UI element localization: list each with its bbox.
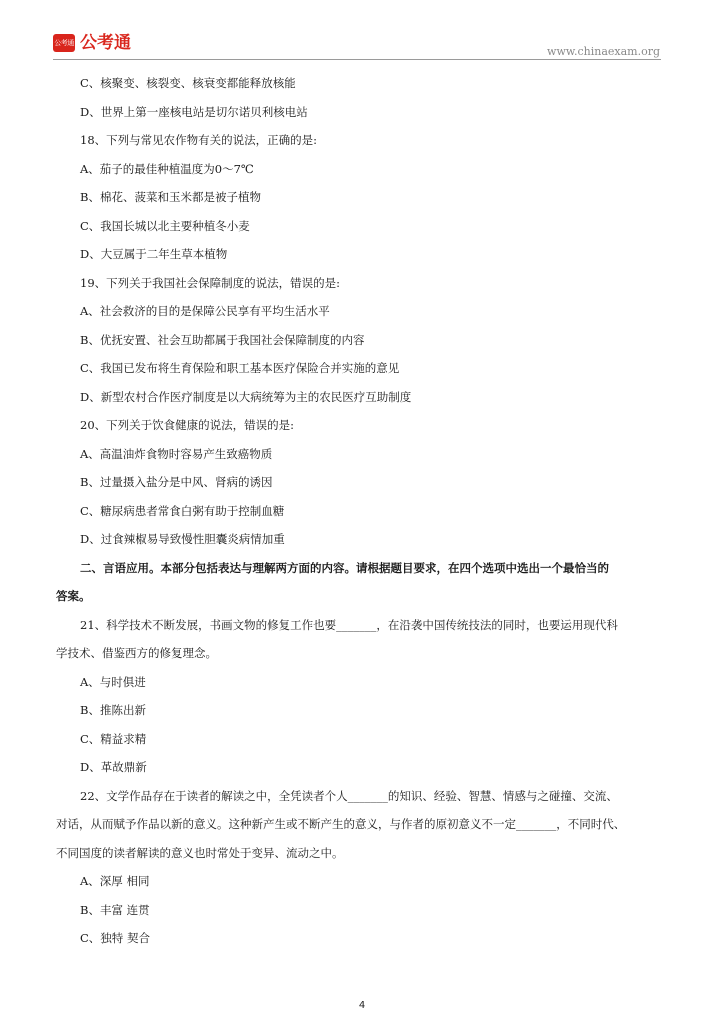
- page-header: [0, 0, 724, 62]
- question-line: 对话，从而赋予作品以新的意义。这种新产生或不断产生的意义，与作者的原初意义不一定_______，不同时代、: [56, 817, 626, 831]
- option-line: A、与时俱进: [80, 674, 146, 689]
- option-line: C、精益求精: [80, 731, 147, 746]
- option-line: D、大豆属于二年生草本植物: [80, 247, 228, 261]
- question-22: [56, 788, 680, 860]
- option-line: A、深厚 相同: [80, 874, 150, 888]
- logo-badge: 公考通: [53, 34, 75, 52]
- question-line: 不同国度的读者解读的意义也时常处于变异、流动之中。: [56, 845, 344, 860]
- option-line: C、独特 契合: [80, 931, 150, 945]
- option-line: C、我国长城以北主要种植冬小麦: [80, 218, 250, 233]
- option-line: A、社会救济的目的是保障公民享有平均生活水平: [80, 304, 330, 318]
- brand-logo-text: 公考通: [80, 33, 131, 53]
- question-line: 21、科学技术不断发展，书画文物的修复工作也要_______，在沿袭中国传统技法的同时，也要运用现代科: [80, 617, 618, 632]
- option-line: B、丰富 连贯: [80, 902, 150, 917]
- option-line: C、糖尿病患者常食白粥有助于控制血糖: [80, 503, 285, 518]
- option-line: B、棉花、菠菜和玉米都是被子植物: [80, 190, 261, 204]
- question-18: 18、下列与常见农作物有关的说法，正确的是:: [80, 133, 318, 147]
- option-line: D、世界上第一座核电站是切尔诺贝利核电站: [80, 104, 308, 119]
- option-line: B、过量摄入盐分是中风、肾病的诱因: [80, 475, 273, 489]
- option-line: B、推陈出新: [80, 703, 146, 717]
- page-number: 4: [358, 1000, 366, 1011]
- question-21: [56, 617, 680, 661]
- section-heading-line: 二、言语应用。本部分包括表达与理解两方面的内容。请根据题目要求，在四个选项中选出一个最恰当的: [80, 560, 609, 575]
- option-line: D、过食辣椒易导致慢性胆囊炎病情加重: [80, 532, 285, 546]
- option-line: A、高温油炸食物时容易产生致癌物质: [80, 446, 273, 461]
- option-line: D、新型农村合作医疗制度是以大病统筹为主的农民医疗互助制度: [80, 389, 412, 404]
- option-line: D、革故鼎新: [80, 760, 147, 774]
- section-heading-line: 答案。: [56, 589, 91, 603]
- header-divider: [53, 59, 661, 60]
- question-line: 22、文学作品存在于读者的解读之中，全凭读者个人_______的知识、经验、智慧、情感与之碰撞、交流、: [80, 788, 618, 803]
- question-19: 19、下列关于我国社会保障制度的说法，错误的是:: [80, 275, 341, 290]
- option-line: C、核聚变、核裂变、核衰变都能释放核能: [80, 76, 296, 90]
- option-line: B、优抚安置、社会互助都属于我国社会保障制度的内容: [80, 332, 365, 347]
- site-url: www.chinaexam.org: [547, 45, 660, 58]
- question-20: 20、下列关于饮食健康的说法，错误的是:: [80, 418, 295, 432]
- document-body: [56, 76, 680, 960]
- section-heading: [56, 560, 680, 604]
- option-line: A、茄子的最佳种植温度为0～7℃: [80, 161, 254, 176]
- option-line: C、我国已发布将生育保险和职工基本医疗保险合并实施的意见: [80, 361, 400, 375]
- question-line: 学技术、借鉴西方的修复理念。: [56, 646, 217, 660]
